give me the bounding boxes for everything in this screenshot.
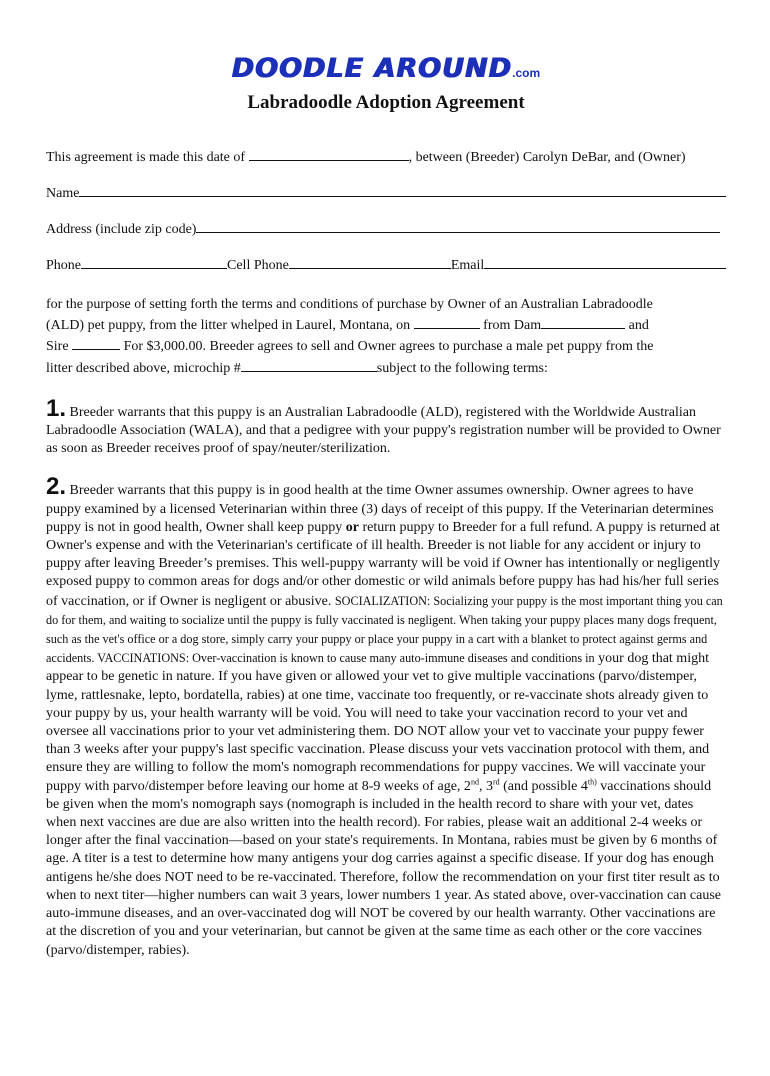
phone-row — [46, 256, 726, 274]
section-2: 2. Breeder warrants that this puppy is in good health at the time Owner assumes ownership. Owner agrees to have puppy examined by a licensed Veterinarian within three (3) days of receipt of this puppy. If the Veterinarian determines puppy is not in good health, Owner shall keep puppy or return puppy to Breeder for a full refund. A puppy is returned at Owner's expense and with the Veterinarian's certificate of ill health. Breeder is not liable for any accident or injury to puppy after leaving Breeder’s premises. This well-puppy warranty will be void if Owner has intentionally or negligently exposed puppy to common areas for dogs and/or other domestic or wild animals before puppy has had his/her full series of vaccination, or if Owner is negligent or abusive. SOCIALIZATION: Socializing your puppy is the most important thing you can do for them, and waiting to socialize until the puppy is fully vaccinated is negligent. When taking your puppy places many dogs frequent, such as the vet's office or a dog store, simply carry your puppy or place your puppy in a cart with a blanket to protect against germs and accidents. VACCINATIONS: Over-vaccination is known to cause many auto-immune diseases and conditions in your dog that might appear to be genetic in nature. If you have given or allowed your vet to give multiple vaccinations (parvo/distemper, lyme, rattlesnake, lepto, bordatella, rabies) at one time, vaccinate too frequently, or re-vaccinate shots already given to your puppy by us, your health warranty will be void. You will need to take your vaccination record to your vet and oversee all vaccinations prior to your vet administering them. DO NOT allow your vet to vaccinate your puppy fewer than 3 weeks after your puppy's last specific vaccination. Please discuss your vets vaccination protocol with them, and ensure they are willing to follow the mom's nomograph recommendations for puppy vaccines. We will vaccinate your puppy with parvo/distemper before leaving our home at 8-9 weeks of age, 2nd, 3rd (and possible $4^{th)}$ vaccinations should be given when the mom's nomograph says (nomograph is included in the health record to share with your vet, dates when next vaccines are due are also written into the health record). For rabies, please wait an additional 2-4 weeks or longer after the final vaccination—based on your state's requirements. In Montana, rabies must be given by 6 months of age. A titer is a test to determine how many antigens your dog carries against a specific disease. If your dog has enough antigens he/she does NOT need to be re-vaccinated. Therefore, follow the recommendation on your first titer result as to when to next titer—higher numbers can wait 3 years, lower numbers 1 year. As stated above, over-vaccination can cause auto-immune diseases, and an over-vaccinated dog will NOT be covered by our health warranty. Other vaccinations are at the discretion of you and your veterinarian, but cannot be given at the same time as each other or the core vaccines (parvo/distemper, rabies). — [46, 473, 723, 958]
section-1 — [46, 394, 726, 459]
logo-suffix: .com — [512, 66, 541, 80]
purpose-line-3: Sire For $3,000.00. Breeder agrees to sell and Owner agrees to purchase a male pet puppy from the — [46, 335, 726, 356]
email-label: Email — [450, 258, 485, 273]
doodle-around-logo — [46, 52, 726, 86]
address-field[interactable] — [196, 220, 720, 233]
section-2-bold-or: or — [345, 519, 360, 535]
phone-field[interactable] — [81, 256, 227, 269]
email-field[interactable] — [484, 256, 726, 269]
sup-nd: nd — [470, 777, 479, 787]
purpose-paragraph — [46, 296, 726, 378]
cell-phone-field[interactable] — [289, 256, 451, 269]
purpose-line-4: litter described above, microchip # subject to the following terms: — [46, 357, 726, 378]
dam-field[interactable] — [541, 314, 625, 329]
section-2-text-7: vaccinations should be given when the mom's nomograph says (nomograph is included in the health record to share with your vet, dates when next vaccines are due are also written into the health record). For rabies, please wait an additional 2-4 weeks or longer after the final vaccination—based on your state's requirements. In Montana, rabies must be given by 6 months of age. A titer is a test to determine how many antigens your dog carries against a specific disease. If your dog has enough antigens he/she does NOT need to be re-vaccinated. Therefore, follow the recommendation on your first titer result as to when to next titer—higher numbers can wait 3 years, lower numbers 1 year. As stated above, over-vaccination can cause auto-immune diseases, and an over-vaccinated dog will NOT be covered by our health warranty. Other vaccinations are at the discretion of you and your veterinarian, but cannot be given at the same time as each other or the core vaccines (parvo/distemper, rabies). — [46, 778, 721, 958]
name-label: Name — [46, 186, 80, 201]
address-label: Address (include zip code) — [46, 222, 197, 237]
section-1-number: 1. — [46, 394, 67, 422]
name-row — [46, 184, 726, 202]
purpose-line-1: for the purpose of setting forth the terms and conditions of purchase by Owner of an Australian Labradoodle — [46, 297, 653, 312]
section-2-text-1: Breeder warrants that this puppy is in good health at the time Owner assumes ownership. Owner agrees to have puppy examined by a licensed Veterinarian within three (3) days of receipt of this puppy. If the Veterinarian determines puppy is not in good health, Owner shall keep puppy — [46, 483, 714, 535]
sup-th: th) — [587, 777, 597, 787]
address-row — [46, 220, 720, 238]
agreement-page — [0, 52, 770, 1076]
section-2-number: 2. — [46, 473, 67, 501]
purpose-line-2: (ALD) pet puppy, from the litter whelped in Laurel, Montana, on from Dam and — [46, 314, 726, 335]
logo-wordmark: DOODLE AROUND — [231, 53, 513, 84]
section-1-text: Breeder warrants that this puppy is an Australian Labradoodle (ALD), registered with the Worldwide Australian Labradoodle Association (WALA), and that a pedigree with your puppy's registration number will be provided to Owner as soon as Breeder receives proof of spay/neuter/sterilization. — [46, 404, 721, 457]
microchip-field[interactable] — [241, 357, 377, 372]
phone-label: Phone — [46, 258, 81, 273]
sup-rd: rd — [492, 777, 500, 787]
sire-field[interactable] — [72, 335, 120, 350]
date-line — [46, 146, 726, 166]
socialization-text: SOCIALIZATION: Socializing your puppy is the most important thing you can do for them, and waiting to socialize until the puppy is fully vaccinated is negligent. When taking your puppy places many dogs frequent, such as the vet's office or a dog store, simply carry your puppy or place your puppy in a cart with a blanket to protect against germs and accidents. VACCINATIONS: Over-vaccination is known to cause many auto-immune diseases and conditions in — [46, 593, 723, 666]
whelp-date-field[interactable] — [414, 314, 480, 329]
date-suffix: , between (Breeder) Carolyn DeBar, and (Owner) — [408, 150, 686, 165]
date-prefix: This agreement is made this date of — [46, 150, 246, 165]
section-2-text-2: return puppy to Breeder for a full refund. A puppy is returned at Owner's expense and with the Veterinarian's certificate of ill health. Breeder is not liable for any accident or injury to puppy after leaving Breeder’s premises. This well-puppy warranty will be void if Owner has intentionally or negligently exposed puppy to common areas for dogs and/or other domestic or wild animals before puppy has had his/her full series of vaccination, or if Owner is negligent or abusive. — [46, 519, 721, 609]
name-field[interactable] — [79, 184, 726, 197]
page-title: Labradoodle Adoption Agreement — [247, 92, 525, 113]
section-2-text-4: your dog that might appear to be genetic in nature. If you have given or allowed your vet to give multiple vaccinations (parvo/distemper, lyme, rattlesnake, lepto, bordatella, rabies) at one time, vaccinate too frequently, or re-vaccinate shots already given to your puppy by us, your health warranty will be void. You will need to take your vaccination record to your vet and oversee all vaccinations prior to your vet administering them. DO NOT allow your vet to vaccinate your puppy fewer than 3 weeks after your puppy's last specific vaccination. Please discuss your vets vaccination protocol with them, and ensure they are willing to follow the mom's nomograph recommendations for puppy vaccines. We will vaccinate your puppy with parvo/distemper before leaving our home at 8-9 weeks of age, 2 — [46, 651, 710, 794]
date-field[interactable] — [249, 146, 409, 161]
cell-phone-label: Cell Phone — [227, 258, 289, 273]
